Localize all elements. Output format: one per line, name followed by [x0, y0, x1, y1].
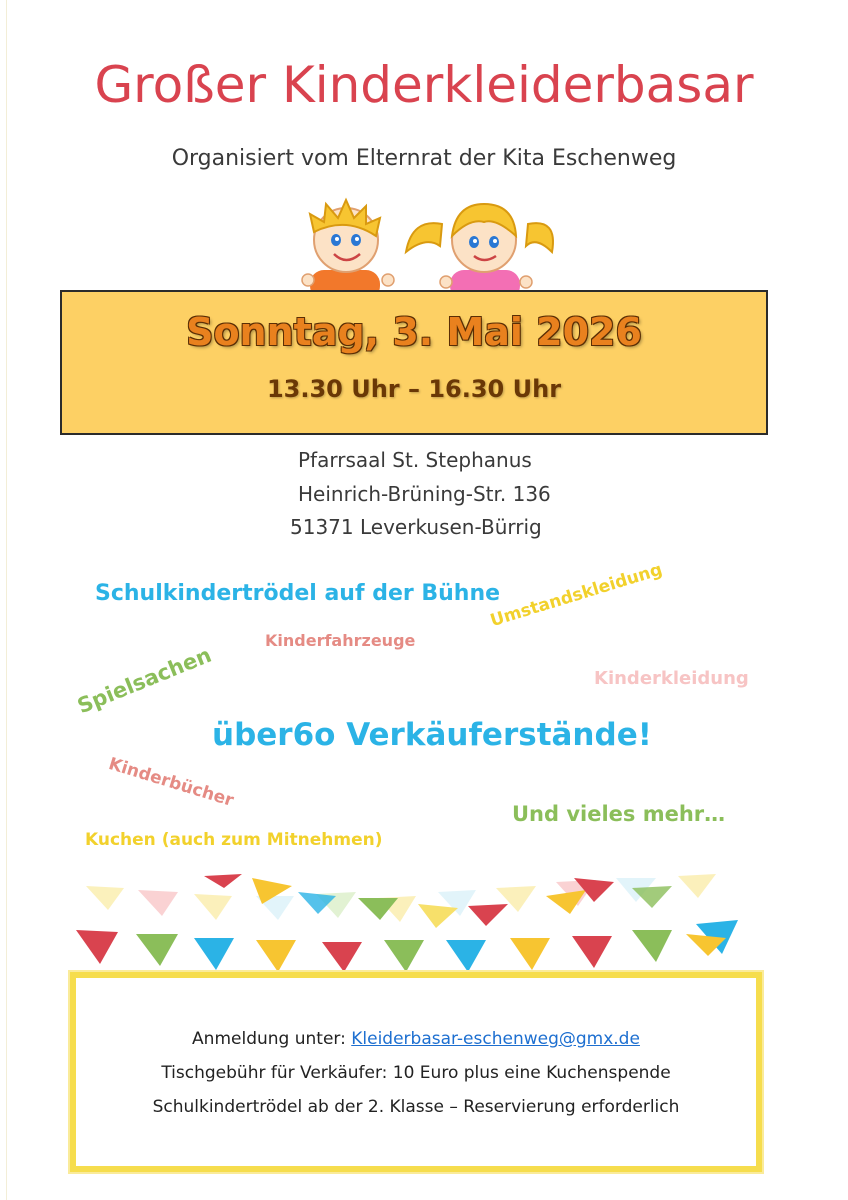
date-box — [60, 290, 768, 435]
word-kinderfahrzeuge: Kinderfahrzeuge — [265, 631, 416, 650]
page-subtitle: Organisiert vom Elternrat der Kita Eschenweg — [171, 146, 677, 171]
boy-figure — [302, 200, 394, 292]
word-umstandskleidung: Umstandskleidung — [488, 559, 665, 632]
word-kinderbuecher: Kinderbücher — [106, 754, 236, 812]
address-street: Heinrich-Brüning-Str. 136 — [298, 482, 551, 506]
word-schulkindertroedel: Schulkindertrödel auf der Bühne — [95, 581, 501, 606]
word-verkaeuferstaende: über6o Verkäuferstände! — [212, 717, 652, 753]
word-kinderkleidung: Kinderkleidung — [594, 668, 749, 689]
word-spielsachen: Spielsachen — [74, 642, 215, 719]
event-date: Sonntag, 3. Mai 2026 — [186, 310, 642, 354]
email-link[interactable]: Kleiderbasar-eschenweg@gmx.de — [351, 1029, 640, 1049]
address-city: 51371 Leverkusen-Bürrig — [290, 515, 542, 539]
page-title: Großer Kinderkleiderbasar — [94, 56, 754, 114]
children-illustration — [300, 196, 560, 292]
word-vieles-mehr: Und vieles mehr… — [512, 802, 726, 826]
info-anmeldung — [76, 1029, 756, 1049]
info-tischgebuehr: Tischgebühr für Verkäufer: 10 Euro plus eine Kuchenspende — [161, 1063, 671, 1083]
page-edge-line — [6, 0, 7, 1200]
girl-figure — [406, 204, 553, 292]
info-box — [70, 972, 762, 1172]
word-kuchen: Kuchen (auch zum Mitnehmen) — [85, 830, 383, 850]
info-reservierung: Schulkindertrödel ab der 2. Klasse – Reservierung erforderlich — [152, 1097, 680, 1117]
bunting-decoration — [66, 868, 756, 976]
address-venue: Pfarrsaal St. Stephanus — [298, 448, 532, 472]
anmeldung-label: Anmeldung unter: — [192, 1029, 346, 1049]
event-time: 13.30 Uhr – 16.30 Uhr — [266, 375, 562, 403]
